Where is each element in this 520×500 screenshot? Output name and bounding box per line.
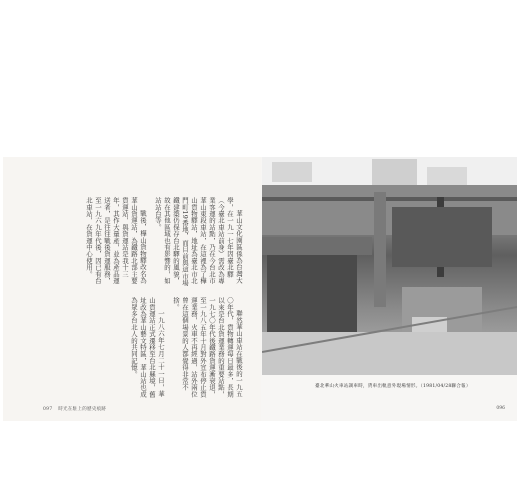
photo-illustration	[262, 157, 517, 375]
paragraph: 聯然華山車站在戰後的一九五〇年代，貨物轉運每日最多，長期以來是台北貨運業務的重要站點，一九七〇年代後鐵路貨運漸衰退，至一九八五年十月對外宣布停止貨運業務，火車不再經過，站外兩位曾在這個場景的人都覺得非常不捨。	[172, 297, 243, 398]
railway-photo	[262, 157, 517, 375]
photo-caption: 臺北華山火車站調車時，貨車出軌意外現場情形。（1981/04/28聯合報）	[315, 384, 471, 389]
running-title: 時光在駐上的歷史痕跡	[58, 407, 107, 412]
upper-text-column	[43, 197, 243, 289]
paragraph: 一九八六年七月二十一日，華山貨運站正式遷移至台北縣境，舊址改為華山藝文特區，華山站也成為眾多台北人的共同記憶。	[130, 297, 165, 398]
left-page	[3, 157, 261, 421]
right-page	[261, 157, 517, 421]
paragraph: 華山文化園區係為台灣大學，在一九一七年因臺北驛（今臺北車站前身）需改為專業客運的站點，乃在今台北市華山東段車站，在這裡為了樺山貨物驛站，地址為臺北市北門町19番地，而目前與這市場鐵建築仍保存台北驛的風貌，故在其他區域也有影響的，如站站台等。	[154, 197, 243, 287]
lower-text-column	[43, 297, 243, 402]
right-page-number: 096	[496, 406, 505, 411]
left-page-footer	[43, 406, 106, 412]
paragraph: 戰後，樺山貨物驛改名為華山貨運站，為鐵路北部主要貨運站，與貨運站是我十三年，其作大量產，並為產品運送者，是往往戰後貨運服務，至一九六九年代後，因已有台北車站，在貨運中心使用。	[85, 197, 147, 285]
page-number: 097	[43, 407, 53, 412]
book-spread	[3, 157, 517, 421]
